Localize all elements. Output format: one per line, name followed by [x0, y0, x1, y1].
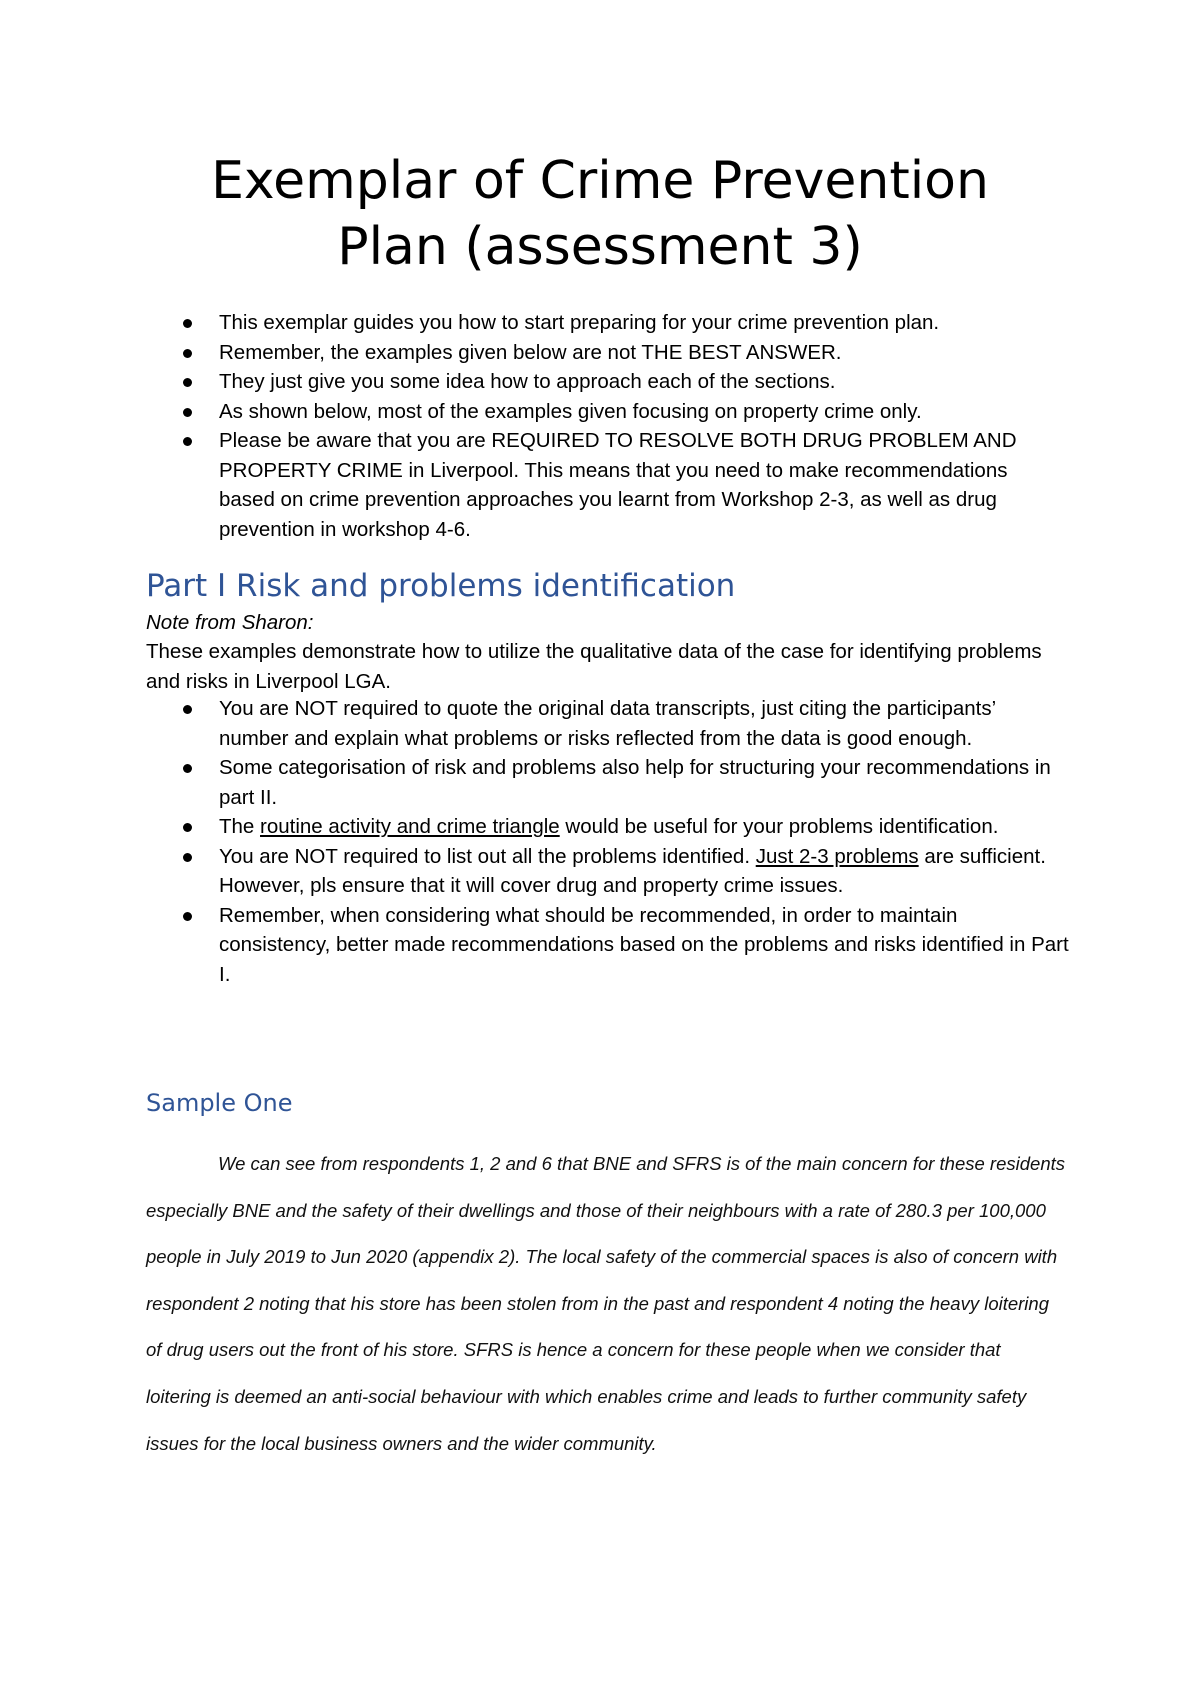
underlined-term: routine activity and crime triangle [260, 815, 560, 838]
bullet-icon [183, 378, 192, 387]
bullet-text: Please be aware that you are REQUIRED TO RESOLVE BOTH DRUG PROBLEM AND PROPERTY CRIME in Liverpool. This means that you need to make recommendations based on crime prevention approaches you learnt from Workshop 2-3, as well as drug prevention in workshop 4-6. [219, 429, 1017, 541]
bullet-icon [183, 319, 192, 328]
note-label: Note from Sharon: [146, 611, 314, 634]
list-item [0, 694, 1069, 753]
bullet-icon [183, 408, 192, 417]
bullet-icon [183, 912, 192, 921]
bullet-text: Some categorisation of risk and problems also help for structuring your recommendations in part II. [219, 756, 1051, 809]
list-item [0, 426, 1069, 544]
list-item [0, 308, 1069, 338]
bullet-icon [183, 764, 192, 773]
bullet-text-pre: You are NOT required to list out all the problems identified. [219, 844, 756, 868]
bullet-icon [183, 705, 192, 714]
list-item [0, 397, 1069, 427]
bullet-text: This exemplar guides you how to start preparing for your crime prevention plan. [219, 311, 940, 334]
list-item [0, 367, 1069, 397]
bullet-text: You are NOT required to quote the original data transcripts, just citing the participants’ number and explain what problems or risks reflected from the data is good enough. [219, 697, 996, 750]
part1-bullet-list [0, 694, 1069, 989]
part1-heading: Part I Risk and problems identification [146, 568, 736, 604]
list-item [0, 812, 1069, 842]
title-line-1: Exemplar of Crime Prevention [211, 151, 989, 211]
bullet-text-post: are sufficient. However, pls ensure that it will cover drug and property crime issues. [219, 844, 1046, 897]
bullet-icon [183, 349, 192, 358]
intro-bullet-list [0, 308, 1069, 544]
sample-one-text: We can see from respondents 1, 2 and 6 that BNE and SFRS is of the main concern for these residents especially BNE and the safety of their dwellings and those of their neighbours with a rate of 280.3 per 100,000 people in July 2019 to Jun 2020 (appendix 2). The local safety of the commercial spaces is also of concern with respondent 2 noting that his store has been stolen from in the past and respondent 4 noting the heavy loitering of drug users out the front of his store. SFRS is hence a concern for these people when we consider that loitering is deemed an anti-social behaviour with which enables crime and leads to further community safety issues for the local business owners and the wider community. [146, 1153, 1065, 1454]
title-line-2: Plan (assessment 3) [337, 217, 863, 277]
list-item [0, 901, 1069, 990]
sample-one-heading: Sample One [146, 1089, 293, 1117]
bullet-text-post: would be useful for your problems identification. [559, 815, 999, 838]
bullet-text: Remember, the examples given below are not THE BEST ANSWER. [219, 340, 842, 364]
underlined-term: Just 2-3 problems [755, 844, 919, 868]
bullet-icon [183, 823, 192, 832]
part1-paragraph: These examples demonstrate how to utilize the qualitative data of the case for identifying problems and risks in Liverpool LGA. [146, 640, 1042, 693]
list-item [0, 338, 1069, 368]
bullet-text-pre: The [219, 815, 261, 838]
list-item [0, 753, 1069, 812]
document-title [100, 148, 1100, 280]
bullet-text: Remember, when considering what should be recommended, in order to maintain consistency, better made recommendations based on the problems and risks identified in Part I. [219, 903, 1069, 986]
bullet-text: They just give you some idea how to approach each of the sections. [219, 370, 836, 393]
list-item [0, 842, 1069, 901]
bullet-icon [183, 437, 192, 446]
bullet-icon [183, 853, 192, 862]
bullet-text: As shown below, most of the examples given focusing on property crime only. [219, 399, 922, 423]
